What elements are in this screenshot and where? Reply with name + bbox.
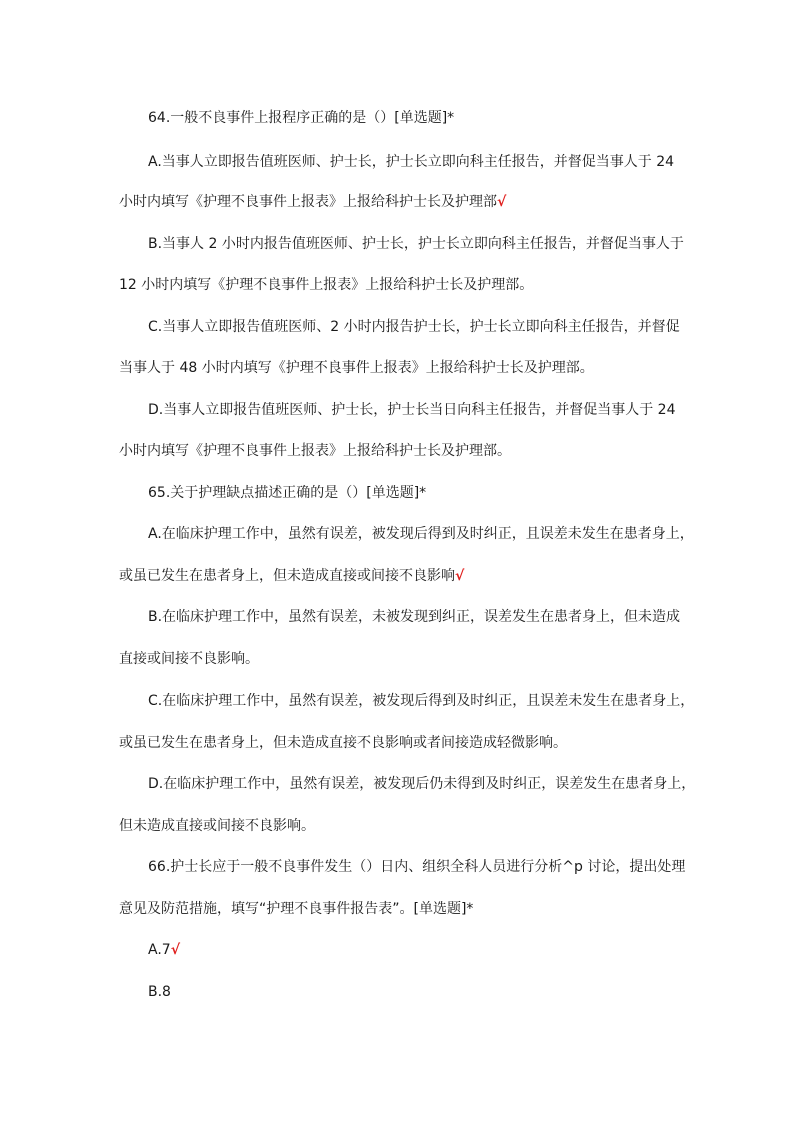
question-64-option-c: C.当事人立即报告值班医师、2 小时内报告护士长，护士长立即向科主任报告，并督促 xyxy=(148,319,680,335)
question-65-option-c: C.在临床护理工作中，虽然有误差，被发现后得到及时纠正，且误差未发生在患者身上， xyxy=(148,693,695,709)
correct-check-icon: √ xyxy=(455,568,465,584)
question-65-stem: 65.关于护理缺点描述正确的是（）[单选题]* xyxy=(148,485,427,501)
question-64-option-d-cont: 小时内填写《护理不良事件上报表》上报给科护士长及护理部。 xyxy=(119,443,511,459)
correct-check-icon: √ xyxy=(497,194,507,210)
question-64-option-a: A.当事人立即报告值班医师、护士长，护士长立即向科主任报告，并督促当事人于 24 xyxy=(148,154,675,170)
question-65-option-a: A.在临床护理工作中，虽然有误差，被发现后得到及时纠正，且误差未发生在患者身上， xyxy=(148,526,694,542)
question-65-option-d: D.在临床护理工作中，虽然有误差，被发现后仍未得到及时纠正，误差发生在患者身上， xyxy=(148,776,696,792)
question-64-option-b: B.当事人 2 小时内报告值班医师、护士长，护士长立即向科主任报告，并督促当事人于 xyxy=(148,236,684,252)
question-64-option-c-cont: 当事人于 48 小时内填写《护理不良事件上报表》上报给科护士长及护理部。 xyxy=(119,360,594,376)
question-65-option-b: B.在临床护理工作中，虽然有误差，未被发现到纠正，误差发生在患者身上，但未造成 xyxy=(148,609,681,625)
question-64-stem: 64.一般不良事件上报程序正确的是（）[单选题]* xyxy=(148,110,455,126)
question-64-option-b-cont: 12 小时内填写《护理不良事件上报表》上报给科护士长及护理部。 xyxy=(119,277,534,293)
question-66-stem: 66.护士长应于一般不良事件发生（）日内、组织全科人员进行分析^p 讨论，提出处理 xyxy=(148,859,686,875)
question-64-option-a-cont: 小时内填写《护理不良事件上报表》上报给科护士长及护理部√ xyxy=(119,194,507,210)
question-65-option-d-cont: 但未造成直接或间接不良影响。 xyxy=(119,818,315,834)
question-65-option-b-cont: 直接或间接不良影响。 xyxy=(119,651,259,667)
question-65-option-c-cont: 或虽已发生在患者身上，但未造成直接不良影响或者间接造成轻微影响。 xyxy=(119,735,567,751)
question-66-option-b: B.8 xyxy=(148,984,171,1000)
question-66-stem-cont: 意见及防范措施，填写“护理不良事件报告表”。[单选题]* xyxy=(119,901,474,917)
question-64-option-d: D.当事人立即报告值班医师、护士长，护士长当日向科主任报告，并督促当事人于 24 xyxy=(148,402,676,418)
question-65-option-a-cont: 或虽已发生在患者身上，但未造成直接或间接不良影响√ xyxy=(119,568,465,584)
question-66-option-a: A.7√ xyxy=(148,942,181,958)
correct-check-icon: √ xyxy=(170,942,181,958)
